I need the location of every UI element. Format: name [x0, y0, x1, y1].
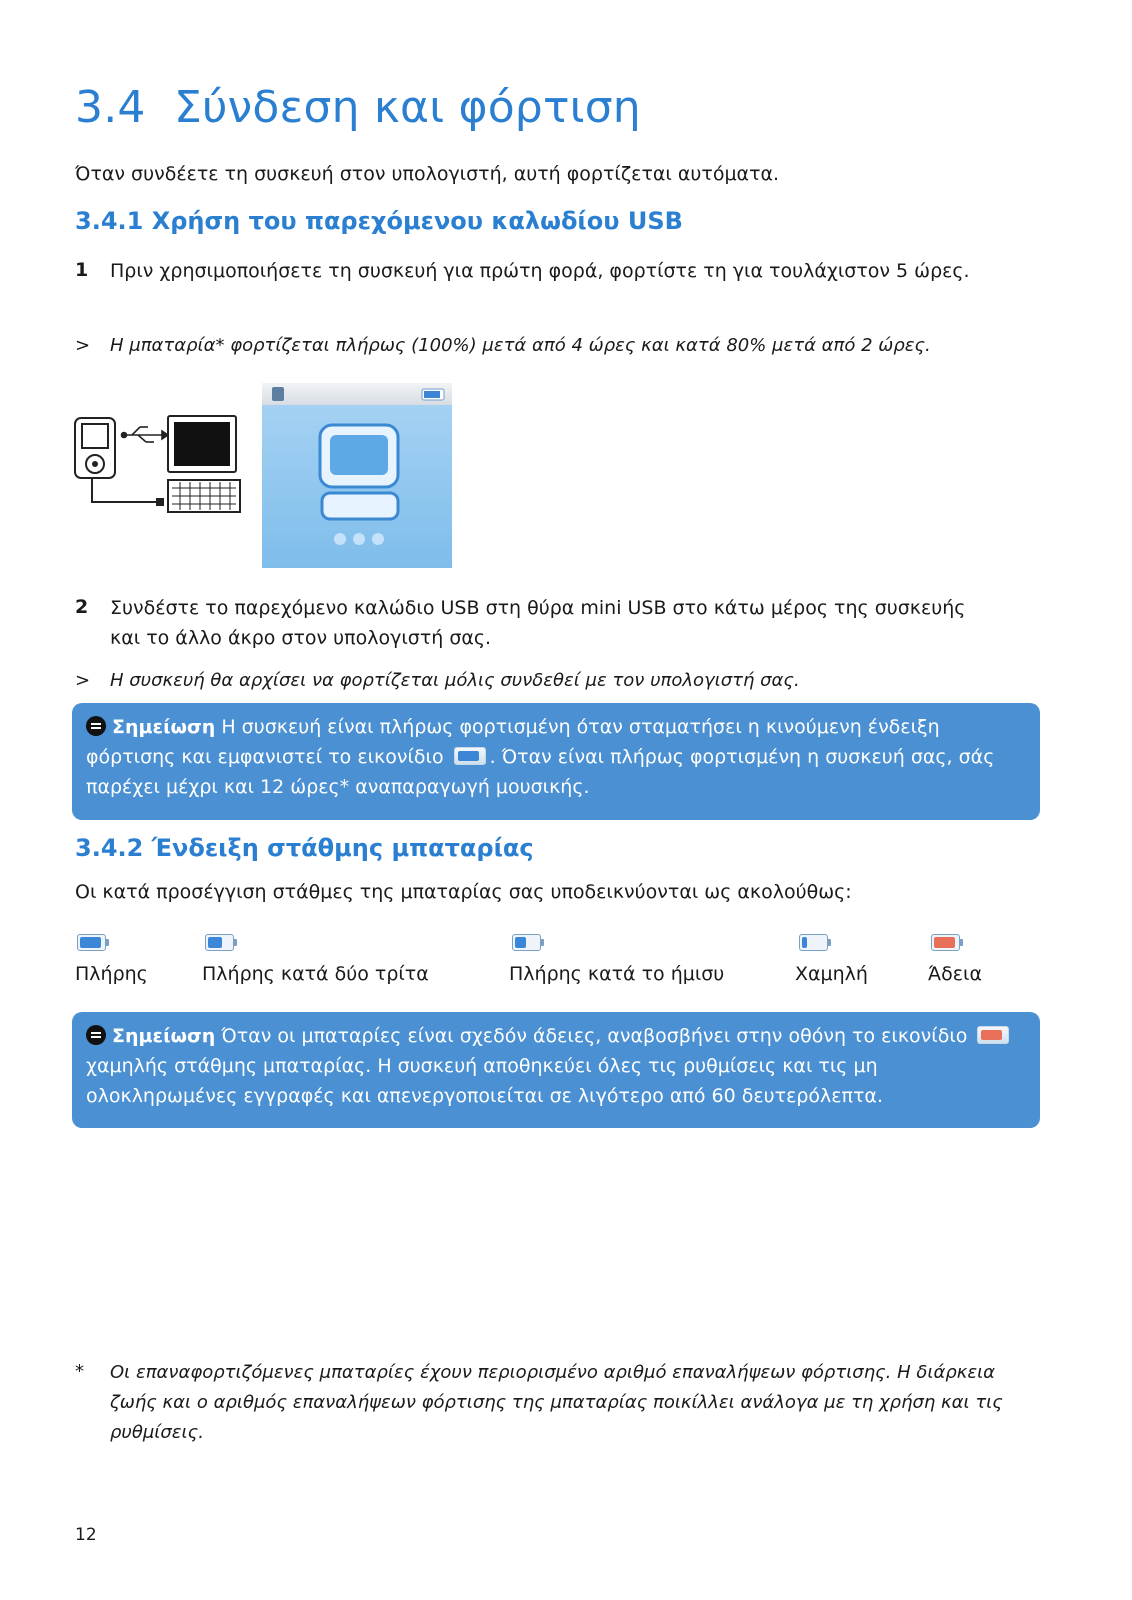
player-device-icon	[75, 418, 115, 478]
battery-fill	[515, 937, 526, 948]
battery-status-icon	[422, 389, 444, 400]
result-marker: >	[75, 335, 91, 356]
battery-low-icon	[799, 934, 828, 951]
device-screen-charging-illustration	[262, 383, 452, 568]
note-box-low-battery	[72, 1012, 1040, 1128]
page-number: 12	[75, 1525, 97, 1545]
note-icon	[86, 1025, 106, 1045]
note-box-charging	[72, 703, 1040, 820]
usb-connection-illustration	[72, 410, 247, 520]
step-number: 1	[75, 259, 89, 281]
result-marker: >	[75, 670, 91, 691]
battery-fill	[802, 937, 807, 948]
battery-two-thirds-icon	[205, 934, 234, 951]
battery-fill	[934, 937, 955, 948]
battery-half-icon	[512, 934, 541, 951]
battery-low-red-icon	[977, 1026, 1009, 1044]
usb-symbol-icon	[122, 427, 169, 442]
battery-label-empty: Άδεια	[928, 963, 983, 985]
battery-label-full: Πλήρης	[75, 963, 148, 985]
note-text: χαμηλής στάθμης μπαταρίας. Η συσκευή αποθηκεύει όλες τις ρυθμίσεις και τις μη ολοκληρωμένες εγγραφές και απενεργοποιείται σε λιγότερο από 60 δευτερόλεπτα.	[86, 1055, 883, 1107]
battery-fill	[80, 937, 101, 948]
note-label: Σημείωση	[112, 1025, 216, 1047]
note-label: Σημείωση	[112, 716, 216, 738]
intro-text: Όταν συνδέετε τη συσκευή στον υπολογιστή, αυτή φορτίζεται αυτόματα.	[75, 163, 780, 185]
battery-empty-icon	[931, 934, 960, 951]
page-title: 3.4 Σύνδεση και φόρτιση	[75, 82, 641, 133]
battery-full-icon	[77, 934, 106, 951]
footnote-marker: *	[75, 1361, 84, 1382]
battery-intro-text: Οι κατά προσέγγιση στάθμες της μπαταρίας σας υποδεικνύονται ως ακολούθως:	[75, 881, 852, 903]
battery-label-half: Πλήρης κατά το ήμισυ	[509, 963, 725, 985]
section-heading-usb: 3.4.1 Χρήση του παρεχόμενου καλωδίου USB	[75, 207, 683, 235]
battery-full-icon	[454, 747, 486, 765]
footnote-text: Οι επαναφορτιζόμενες μπαταρίες έχουν περιορισμένο αριθμό επαναλήψεων φόρτισης. Η διάρκεια ζωής και ο αριθμός επαναλήψεων φόρτισης της μπαταρίας ποικίλλει ανάλογα με τη χρήση και τις ρυθμίσεις.	[110, 1362, 1003, 1443]
result-text: Η μπαταρία* φορτίζεται πλήρως (100%) μετά από 4 ώρες και κατά 80% μετά από 2 ώρες.	[110, 335, 931, 356]
battery-label-low: Χαμηλή	[795, 963, 868, 985]
step-text: Πριν χρησιμοποιήσετε τη συσκευή για πρώτη φορά, φορτίστε τη για τουλάχιστον 5 ώρες.	[110, 260, 970, 282]
note-text: Η συσκευή είναι πλήρως φορτισμένη όταν σταματήσει η κινούμενη ένδειξη φόρτισης και εμφανιστεί το εικονίδιο	[86, 716, 940, 768]
battery-fill	[208, 937, 222, 948]
step-text: Συνδέστε το παρεχόμενο καλώδιο USB στη θύρα mini USB στο κάτω μέρος της συσκευής και το άλλο άκρο στον υπολογιστή σας.	[110, 597, 966, 649]
device-status-icon	[272, 387, 284, 401]
note-text: . Όταν είναι πλήρως φορτισμένη η συσκευή σας, σάς παρέχει μέχρι και 12 ώρες* αναπαραγωγή μουσικής.	[86, 746, 995, 798]
note-icon	[86, 716, 106, 736]
computer-icon	[168, 416, 240, 512]
battery-label-two-thirds: Πλήρης κατά δύο τρίτα	[202, 963, 429, 985]
note-text: Όταν οι μπαταρίες είναι σχεδόν άδειες, αναβοσβήνει στην οθόνη το εικονίδιο	[221, 1025, 968, 1047]
section-heading-battery: 3.4.2 Ένδειξη στάθμης μπαταρίας	[75, 834, 534, 862]
step-number: 2	[75, 596, 89, 618]
result-text: Η συσκευή θα αρχίσει να φορτίζεται μόλις συνδεθεί με τον υπολογιστή σας.	[110, 670, 800, 691]
